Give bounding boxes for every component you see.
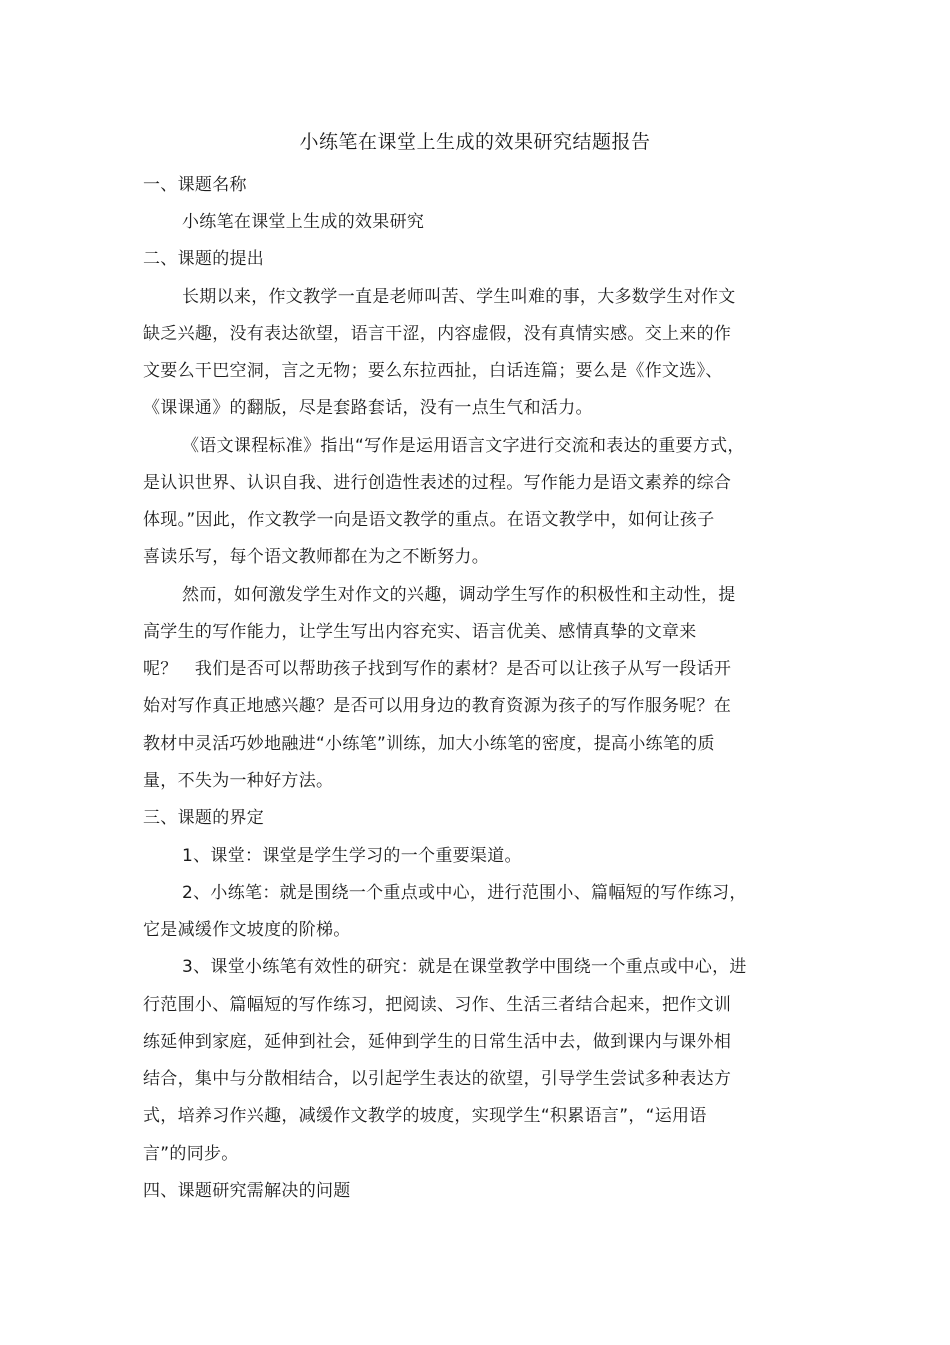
paragraph-line: 始对写作真正地感兴趣？是否可以用身边的教育资源为孩子的写作服务呢？在 xyxy=(143,696,732,716)
paragraph-line: 式，培养习作兴趣，减缓作文教学的坡度，实现学生“积累语言”，“运用语 xyxy=(143,1106,707,1126)
section-heading-1: 一、课题名称 xyxy=(143,175,247,195)
paragraph-line: 行范围小、篇幅短的写作练习，把阅读、习作、生活三者结合起来，把作文训 xyxy=(143,995,732,1015)
paragraph-line: 高学生的写作能力，让学生写出内容充实、语言优美、感情真挚的文章来 xyxy=(143,622,697,642)
paragraph-line: 呢？ 我们是否可以帮助孩子找到写作的素材？是否可以让孩子从写一段话开 xyxy=(143,659,732,679)
paragraph-line: 2、小练笔：就是围绕一个重点或中心，进行范围小、篇幅短的写作练习， xyxy=(182,883,747,903)
paragraph-line: 是认识世界、认识自我、进行创造性表述的过程。写作能力是语文素养的综合 xyxy=(143,473,732,493)
paragraph-line: 长期以来，作文教学一直是老师叫苦、学生叫难的事，大多数学生对作文 xyxy=(182,287,736,307)
paragraph-line: 它是减缓作文坡度的阶梯。 xyxy=(143,920,351,940)
paragraph-line: 喜读乐写，每个语文教师都在为之不断努力。 xyxy=(143,547,489,567)
paragraph-line: 结合，集中与分散相结合，以引起学生表达的欲望，引导学生尝试多种表达方 xyxy=(143,1069,732,1089)
paragraph-line: 缺乏兴趣，没有表达欲望，语言干涩，内容虚假，没有真情实感。交上来的作 xyxy=(143,324,732,344)
paragraph-line: 教材中灵活巧妙地融进“小练笔”训练，加大小练笔的密度，提高小练笔的质 xyxy=(143,734,715,754)
paragraph-line: 3、课堂小练笔有效性的研究：就是在课堂教学中围绕一个重点或中心，进 xyxy=(182,957,747,977)
section-heading-3: 三、课题的界定 xyxy=(143,808,265,828)
section-heading-4: 四、课题研究需解决的问题 xyxy=(143,1181,351,1201)
paragraph-line: 小练笔在课堂上生成的效果研究 xyxy=(182,212,425,232)
section-heading-2: 二、课题的提出 xyxy=(143,249,265,269)
paragraph-line: 《语文课程标准》指出“写作是运用语言文字进行交流和表达的重要方式， xyxy=(182,436,745,456)
paragraph-line: 体现。”因此，作文教学一向是语文教学的重点。在语文教学中，如何让孩子 xyxy=(143,510,715,530)
document-title: 小练笔在课堂上生成的效果研究结题报告 xyxy=(299,131,651,153)
paragraph-line: 然而，如何激发学生对作文的兴趣，调动学生写作的积极性和主动性，提 xyxy=(182,585,736,605)
paragraph-line: 言”的同步。 xyxy=(143,1144,239,1164)
paragraph-line: 1、课堂：课堂是学生学习的一个重要渠道。 xyxy=(182,846,522,866)
paragraph-line: 量，不失为一种好方法。 xyxy=(143,771,334,791)
paragraph-line: 《课课通》的翻版，尽是套路套话，没有一点生气和活力。 xyxy=(143,398,593,418)
paragraph-line: 练延伸到家庭，延伸到社会，延伸到学生的日常生活中去，做到课内与课外相 xyxy=(143,1032,732,1052)
paragraph-line: 文要么干巴空洞，言之无物；要么东拉西扯，白话连篇；要么是《作文选》、 xyxy=(143,361,723,381)
